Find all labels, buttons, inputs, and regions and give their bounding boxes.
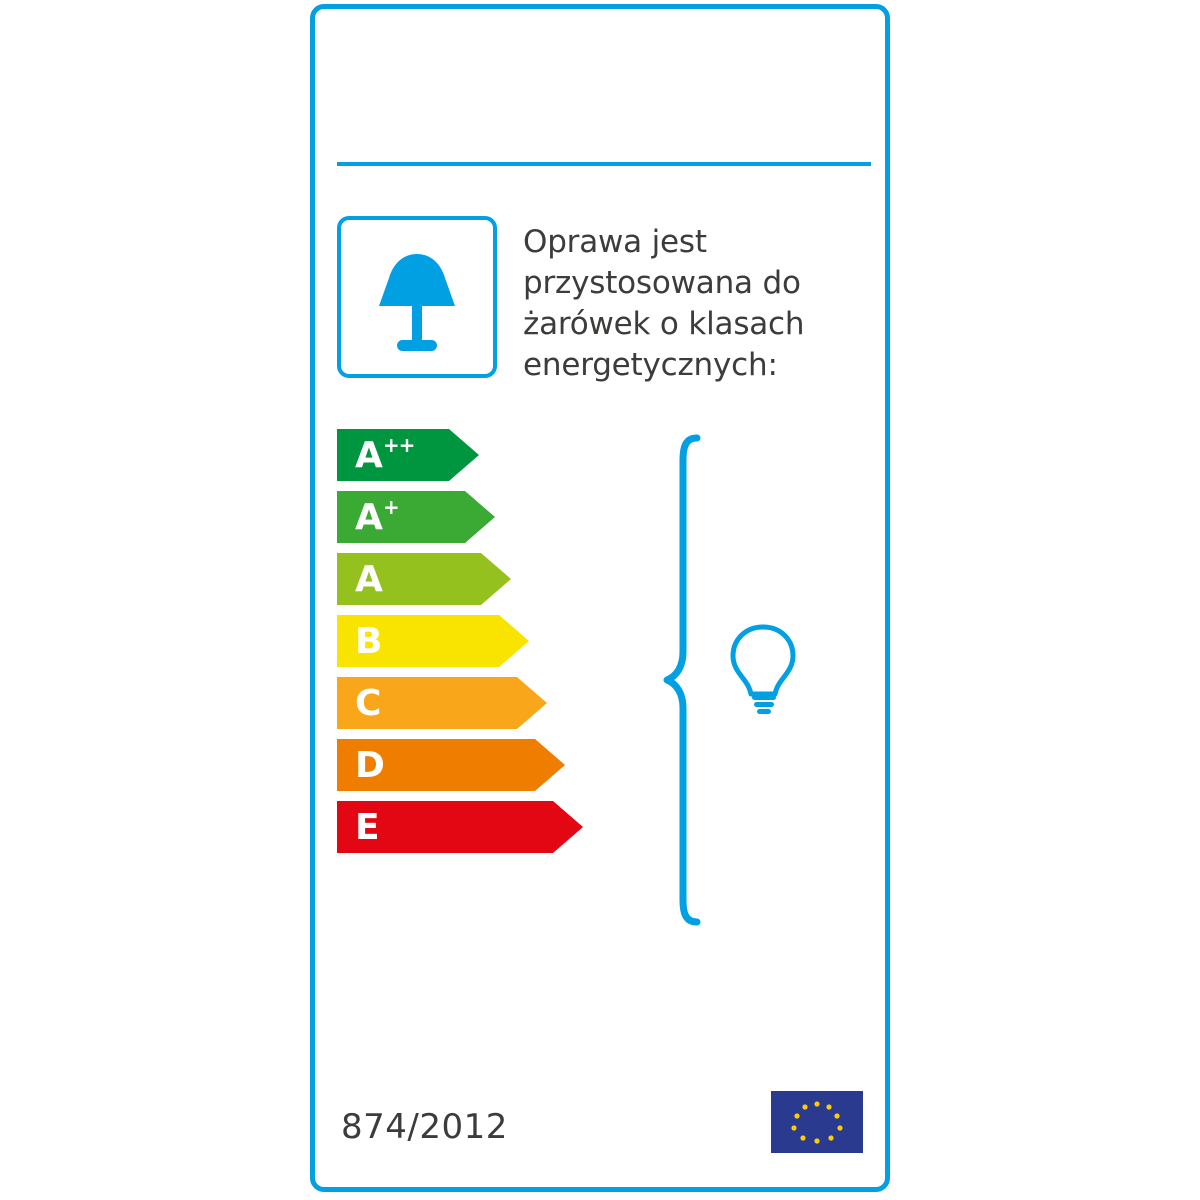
- class-label: A: [355, 434, 383, 476]
- class-row-d: [337, 739, 617, 801]
- class-arrow-a-plus-plus: [337, 429, 449, 481]
- energy-class-scale: [337, 429, 617, 863]
- class-arrow-tip: [465, 491, 495, 543]
- class-arrow-tip: [499, 615, 529, 667]
- regulation-number: 874/2012: [341, 1107, 508, 1147]
- class-arrow-e: [337, 801, 553, 853]
- class-label: B: [355, 620, 383, 662]
- class-row-a-plus: [337, 491, 617, 553]
- class-arrow-a: [337, 553, 481, 605]
- class-arrow-a-plus: [337, 491, 465, 543]
- class-superscript: ++: [382, 433, 415, 457]
- class-arrow-c: [337, 677, 517, 729]
- class-row-a-plus-plus: [337, 429, 617, 491]
- brace-bracket: [663, 434, 703, 926]
- class-row-a: [337, 553, 617, 615]
- class-label: E: [355, 806, 380, 848]
- class-arrow-tip: [553, 801, 583, 853]
- header-divider: [337, 162, 871, 166]
- class-arrow-tip: [535, 739, 565, 791]
- class-row-b: [337, 615, 617, 677]
- class-arrow-tip: [449, 429, 479, 481]
- class-label: C: [355, 682, 382, 724]
- class-arrow-b: [337, 615, 499, 667]
- class-arrow-tip: [481, 553, 511, 605]
- class-label: A: [355, 496, 383, 538]
- headline-text: Oprawa jest przystosowana do żarówek o klasach energetycznych:: [523, 224, 805, 383]
- class-label: A: [355, 558, 383, 600]
- light-bulb-icon: [713, 619, 813, 719]
- class-arrow-tip: [517, 677, 547, 729]
- class-arrow-d: [337, 739, 535, 791]
- table-lamp-icon: [341, 220, 493, 374]
- lamp-icon-box: [337, 216, 497, 378]
- class-superscript: +: [382, 495, 399, 519]
- class-row-e: [337, 801, 617, 863]
- energy-label-card: [310, 4, 890, 1192]
- eu-flag-icon: [771, 1091, 863, 1153]
- class-row-c: [337, 677, 617, 739]
- class-label: D: [355, 744, 385, 786]
